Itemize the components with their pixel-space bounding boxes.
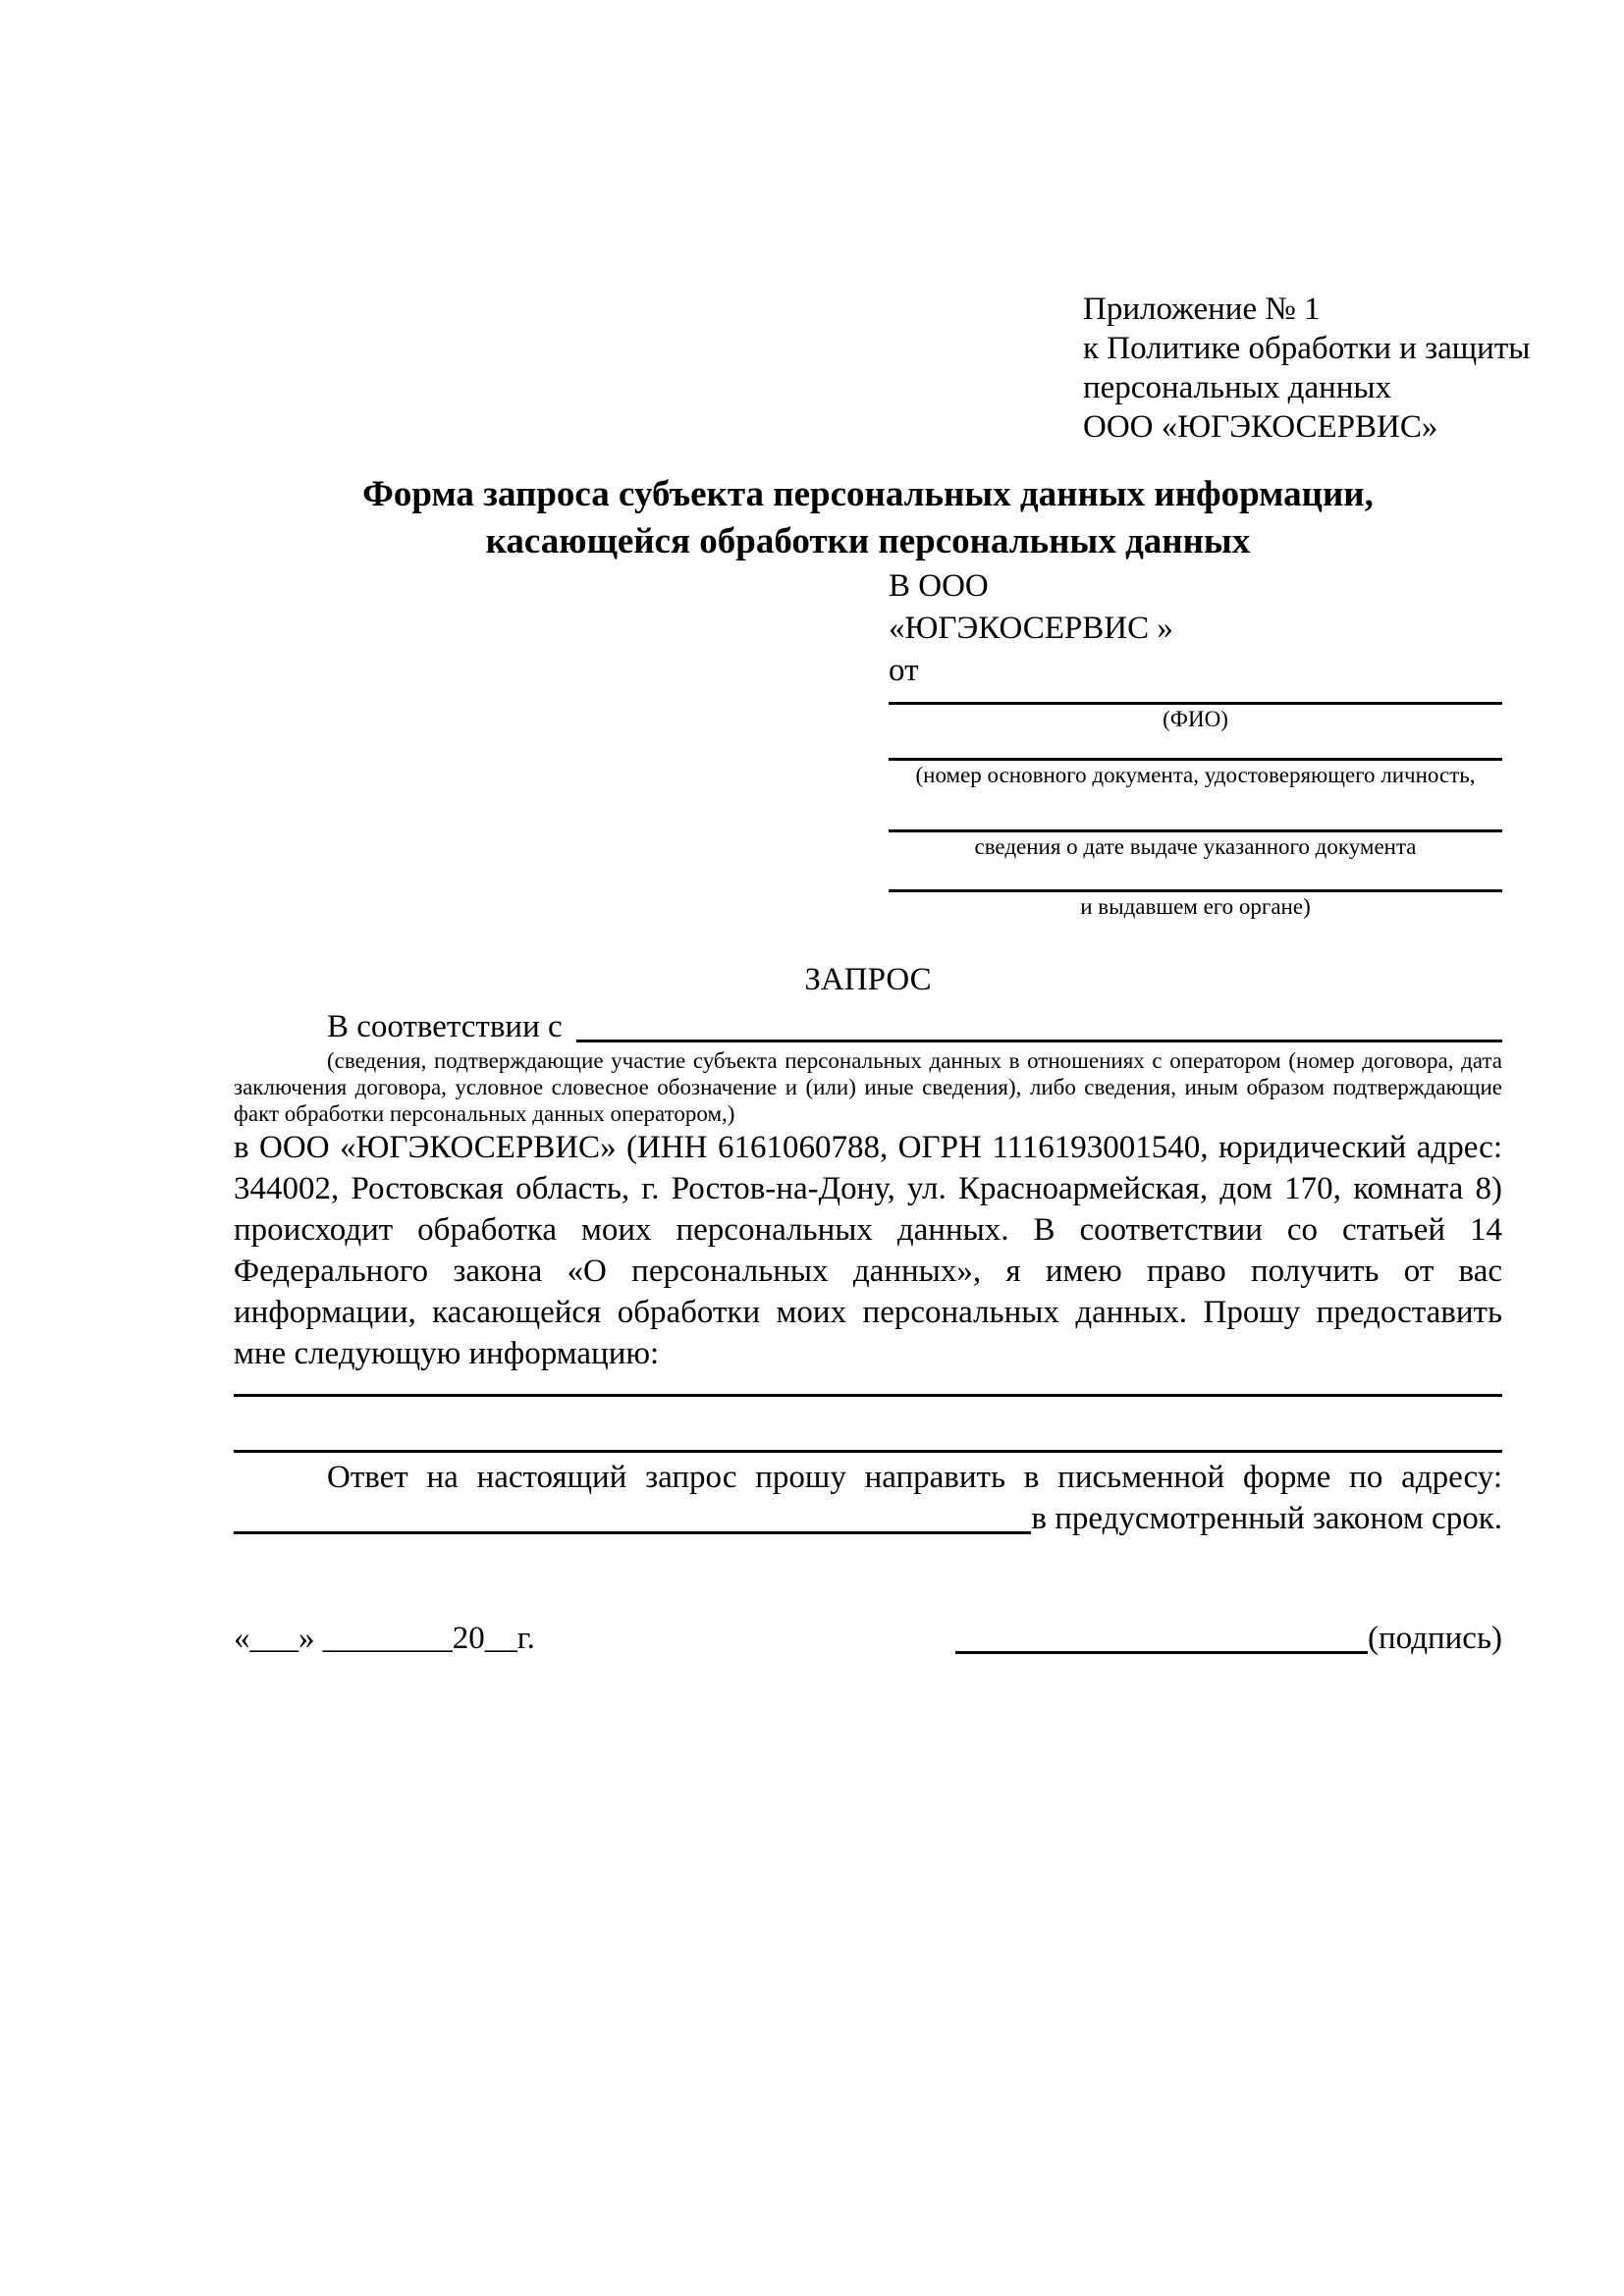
intro-fill-line — [576, 1040, 1502, 1042]
document-title-line: касающейся обработки персональных данных — [485, 521, 1251, 561]
info-fill-line-2 — [234, 1450, 1502, 1453]
info-fill-line-1 — [234, 1394, 1502, 1397]
intro-row — [234, 1006, 1502, 1047]
document-title — [234, 471, 1502, 565]
reply-tail-text: в предусмотренный законом срок. — [1031, 1501, 1502, 1536]
addressee-to-line: В ООО — [889, 568, 989, 604]
intro-note: (сведения, подтверждающие участие субъекта персональных данных в отношениях с оператором (номер договора, дата заключения договора, условное словесное обозначение и (или) иные сведения), либо сведения, иным образом подтверждающие факт обработки персональных данных оператором,) — [234, 1048, 1502, 1126]
addressee-to-line: «ЮГЭКОСЕРВИС » — [889, 611, 1173, 646]
signature-fill-line — [955, 1651, 1368, 1654]
appendix-header-line: персональных данных — [1083, 370, 1392, 405]
intro-label: В соответствии с — [327, 1009, 563, 1044]
addressee-from-label: от — [889, 653, 919, 688]
appendix-header-line: к Политике обработки и защиты — [1083, 331, 1531, 366]
appendix-header-line: ООО «ЮГЭКОСЕРВИС» — [1083, 409, 1438, 445]
addressee-block — [889, 565, 1502, 922]
request-heading: ЗАПРОС — [804, 962, 932, 997]
signature-block — [955, 1618, 1502, 1659]
date-signature-row — [234, 1618, 1502, 1659]
appendix-header — [1083, 290, 1531, 447]
issuing-authority-caption: и выдавшем его органе) — [1080, 894, 1311, 919]
date-blank: «___» ________20__г. — [234, 1621, 535, 1656]
reply-paragraph: Ответ на настоящий запрос прошу направить в письменной форме по адресу: — [327, 1460, 1502, 1495]
address-fill-line — [234, 1531, 1031, 1534]
signature-caption: (подпись) — [1368, 1621, 1502, 1656]
document-title-line: Форма запроса субъекта персональных данных информации, — [362, 474, 1374, 514]
fio-caption: (ФИО) — [1163, 707, 1228, 731]
reply-address-row — [234, 1498, 1502, 1539]
issue-date-caption: сведения о дате выдаче указанного документа — [974, 834, 1417, 859]
appendix-header-line: Приложение № 1 — [1083, 292, 1321, 327]
document-number-caption: (номер основного документа, удостоверяющего личность, — [915, 763, 1476, 787]
body-paragraph: в ООО «ЮГЭКОСЕРВИС» (ИНН 6161060788, ОГРН 1116193001540, юридический адрес: 344002, Ростовская область, г. Ростов-на-Дону, ул. Красноармейская, дом 170, комната 8) происходит обработка моих персональных данных. В соответствии со статьей 14 Федерального закона «О персональных данных», я имею право получить от вас информации, касающейся обработки моих персональных данных. Прошу предоставить мне следующую информацию: — [234, 1130, 1502, 1371]
